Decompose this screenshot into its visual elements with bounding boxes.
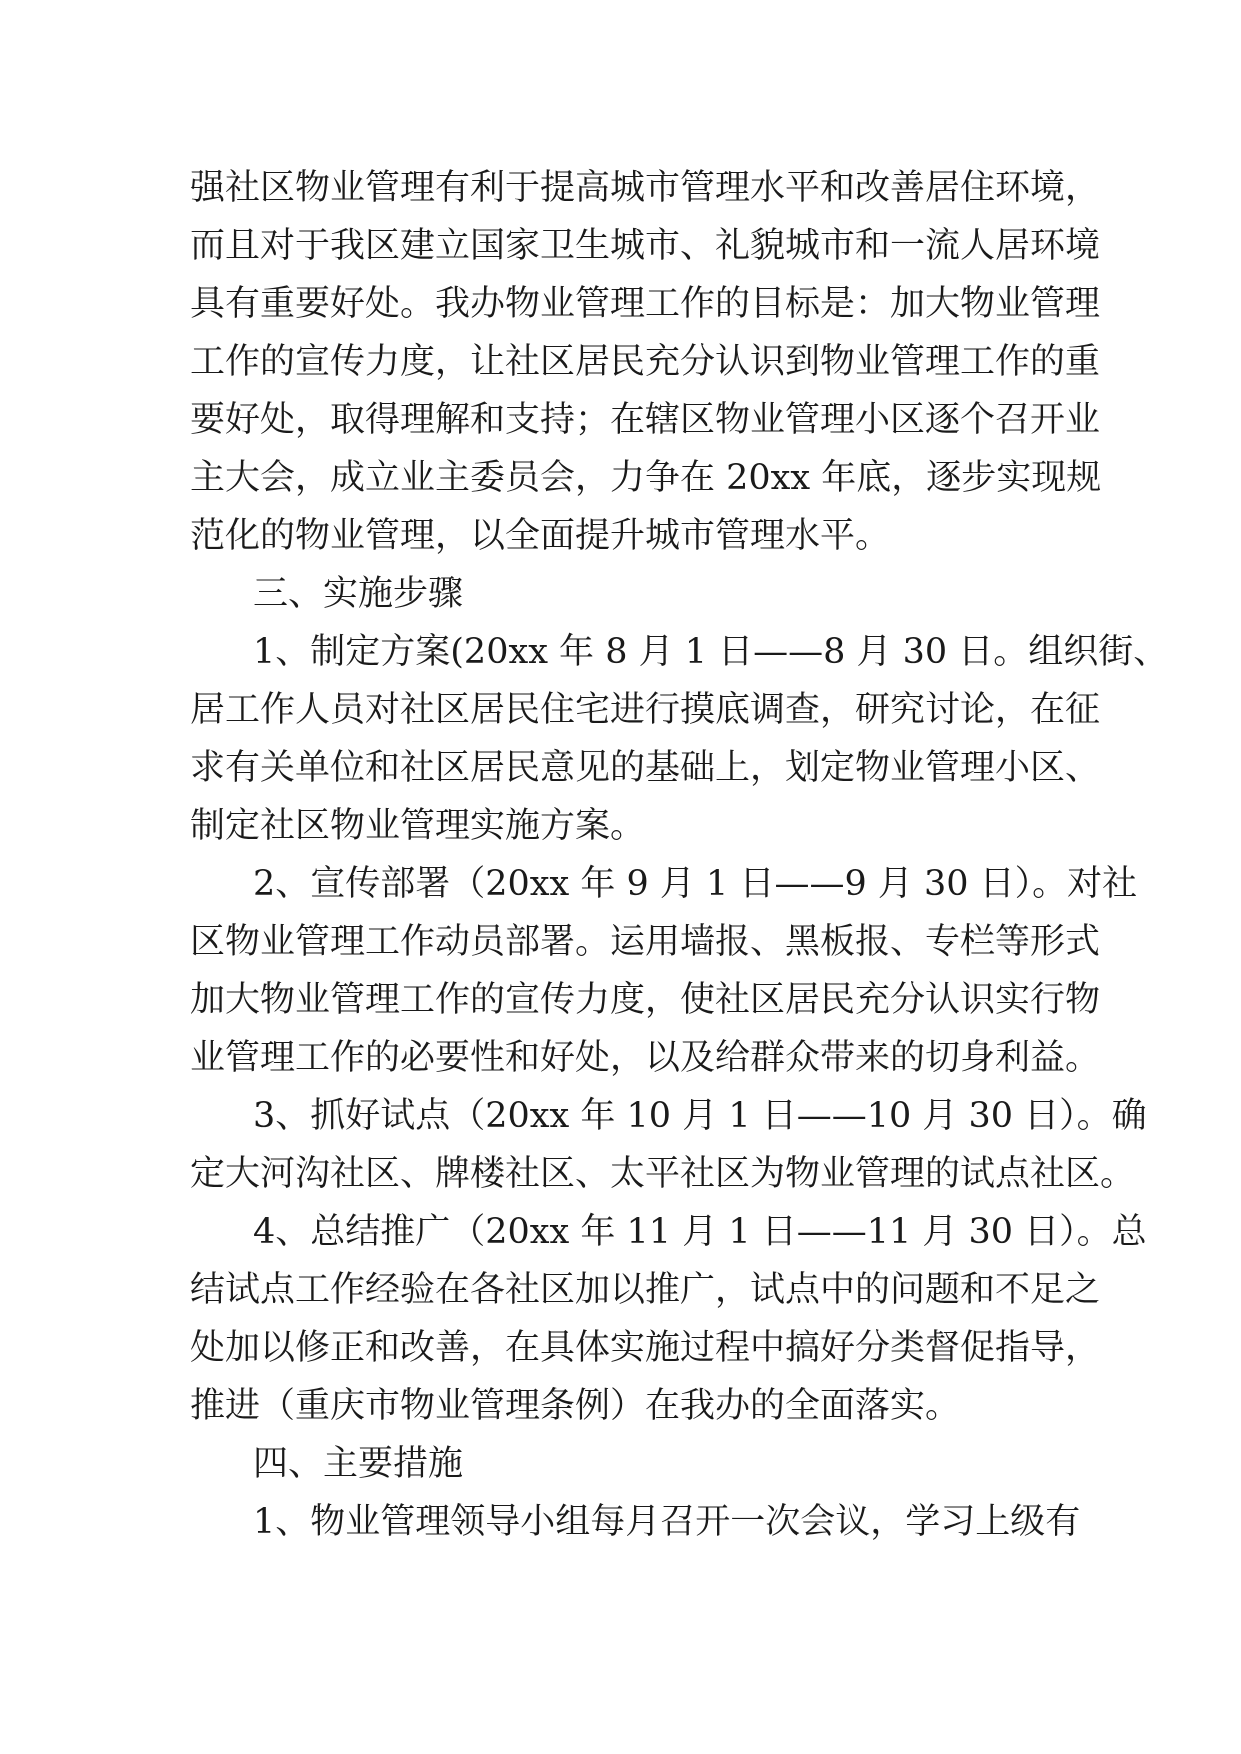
text-line: 范化的物业管理，以全面提升城市管理水平。 <box>190 516 891 556</box>
text-line: 3、抓好试点（20xx 年 10 月 1 日——10 月 30 日）。确 <box>253 1096 1147 1136</box>
section-heading: 三、实施步骤 <box>253 574 464 614</box>
text-line: 2、宣传部署（20xx 年 9 月 1 日——9 月 30 日）。对社 <box>253 864 1138 904</box>
text-line: 强社区物业管理有利于提高城市管理水平和改善居住环境， <box>190 168 1101 208</box>
text-line: 工作的宣传力度，让社区居民充分认识到物业管理工作的重 <box>190 342 1101 382</box>
text-line: 要好处，取得理解和支持；在辖区物业管理小区逐个召开业 <box>190 400 1101 440</box>
text-line: 制定社区物业管理实施方案。 <box>190 806 646 846</box>
text-line: 推进（重庆市物业管理条例）在我办的全面落实。 <box>190 1386 961 1426</box>
text-line: 处加以修正和改善，在具体实施过程中搞好分类督促指导， <box>190 1328 1101 1368</box>
text-line: 加大物业管理工作的宣传力度，使社区居民充分认识实行物 <box>190 980 1101 1020</box>
text-line: 1、制定方案(20xx 年 8 月 1 日——8 月 30 日。组织街、 <box>253 632 1169 672</box>
text-line: 结试点工作经验在各社区加以推广，试点中的问题和不足之 <box>190 1270 1101 1310</box>
text-line: 4、总结推广（20xx 年 11 月 1 日——11 月 30 日）。总 <box>253 1212 1147 1252</box>
text-line: 区物业管理工作动员部署。运用墙报、黑板报、专栏等形式 <box>190 922 1101 962</box>
section-heading: 四、主要措施 <box>253 1444 464 1484</box>
text-line: 定大河沟社区、牌楼社区、太平社区为物业管理的试点社区。 <box>190 1154 1136 1194</box>
text-line: 主大会，成立业主委员会，力争在 20xx 年底，逐步实现规 <box>190 458 1102 498</box>
text-line: 业管理工作的必要性和好处，以及给群众带来的切身利益。 <box>190 1038 1101 1078</box>
text-line: 居工作人员对社区居民住宅进行摸底调查，研究讨论，在征 <box>190 690 1101 730</box>
text-line: 而且对于我区建立国家卫生城市、礼貌城市和一流人居环境 <box>190 226 1101 266</box>
text-line: 求有关单位和社区居民意见的基础上，划定物业管理小区、 <box>190 748 1101 788</box>
text-line: 1、物业管理领导小组每月召开一次会议，学习上级有 <box>253 1502 1081 1542</box>
text-line: 具有重要好处。我办物业管理工作的目标是：加大物业管理 <box>190 284 1101 324</box>
